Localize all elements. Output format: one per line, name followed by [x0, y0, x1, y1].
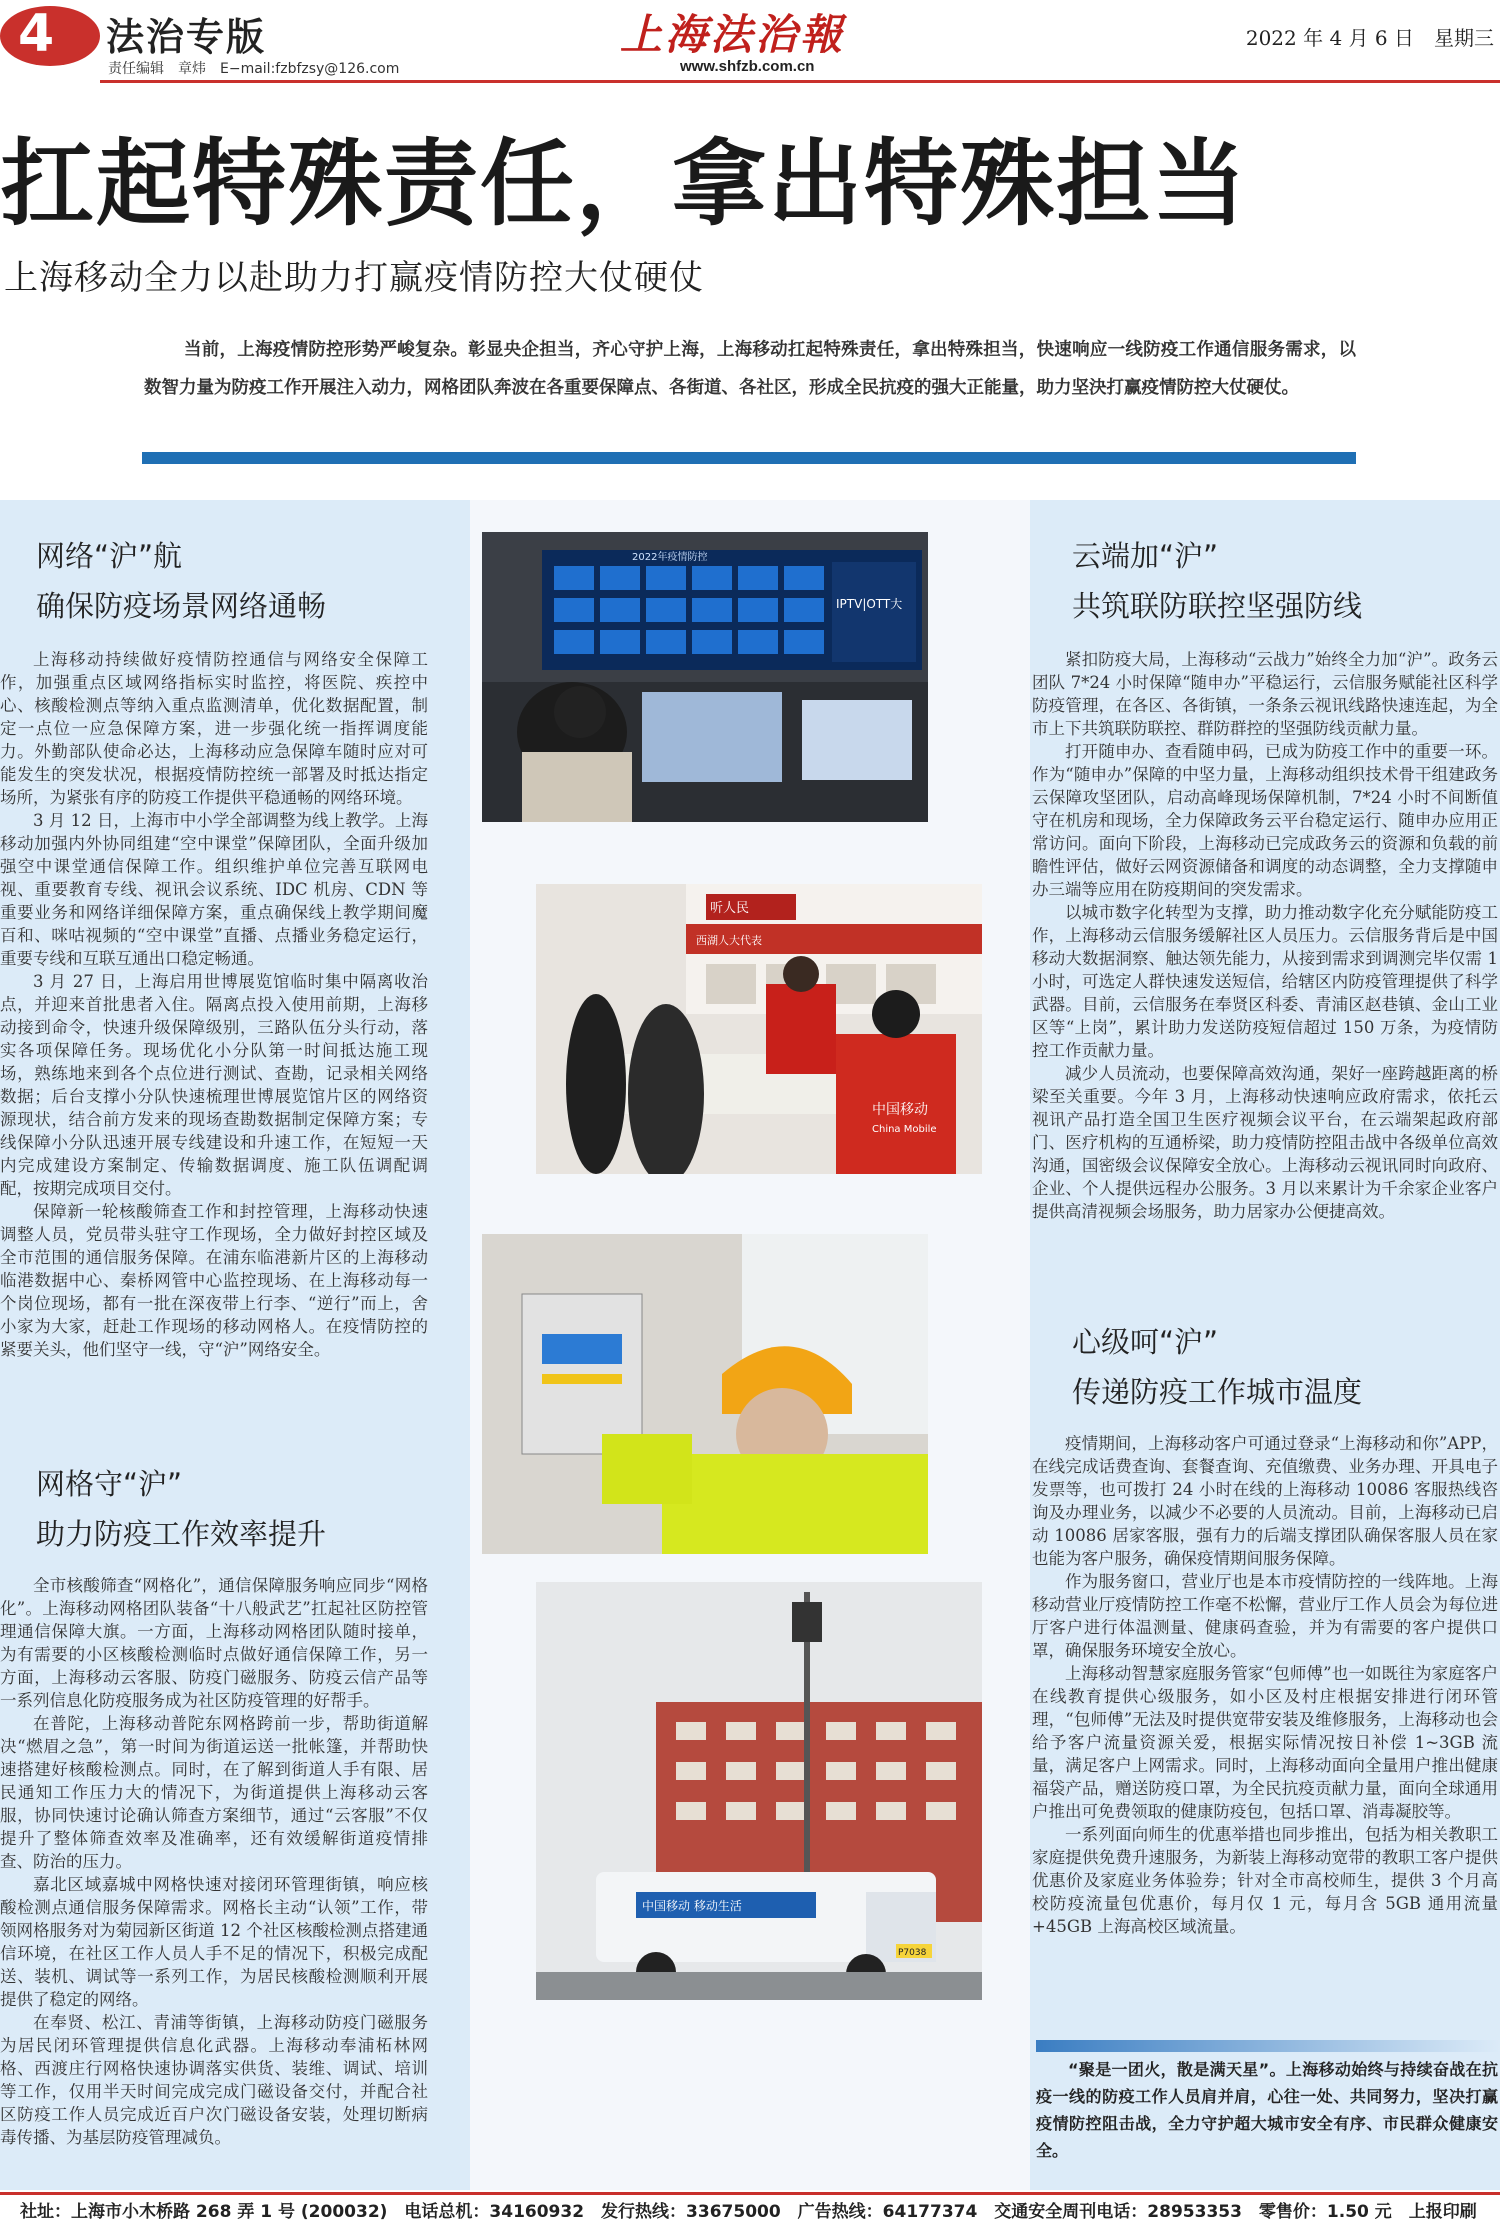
- quote-divider: [1036, 2040, 1500, 2052]
- section-1-subtitle: 确保防疫场景网络通畅: [36, 589, 327, 623]
- section-4-subtitle: 传递防疫工作城市温度: [1072, 1375, 1363, 1409]
- subheadline: 上海移动全力以赴助力打赢疫情防控大仗硬仗: [4, 258, 704, 298]
- section-2-para: 在普陀，上海移动普陀东网格跨前一步，帮助街道解决“燃眉之急”，第一时间为街道运送一批帐篷，并帮助快速搭建好核酸检测点。同时，在了解到街道人手有限、居民通知工作压力大的情况下，为街道提供上海移动云客服，协同快速讨论确认筛查方案细节，通过“云客服”不仅提升了整体筛查效率及准确率，还有效缓解街道疫情排查、防治的压力。: [0, 1714, 428, 1871]
- section-3-body: [1032, 648, 1498, 1223]
- intro-divider: [142, 452, 1356, 464]
- section-3-title: 云端加“沪”: [1072, 539, 1219, 573]
- section-2-para: 全市核酸筛查“网格化”，通信保障服务响应同步“网格化”。上海移动网格团队装备“十八般武艺”扛起社区防控管理通信保障大旗。一方面，上海移动网格团队随时接单，为有需要的小区核酸检测临时点做好通信保障工作，另一方面，上海移动云客服、防疫门磁服务、防疫云信产品等一系列信息化防疫服务成为社区防疫管理的好帮手。: [0, 1576, 428, 1710]
- section-3-para: 紧扣防疫大局，上海移动“云战力”始终全力加“沪”。政务云团队 7*24 小时保障“随申办”平稳运行，云信服务赋能社区科学防疫管理，在各区、各街镇，一条条云视讯线路快速连起，为全市上下共筑联防联控、群防群控的坚强防线贡献力量。: [1032, 650, 1498, 738]
- photo-emergency-truck: [536, 1582, 982, 2000]
- website-link[interactable]: www.shfzb.com.cn: [680, 58, 815, 75]
- vest-brand-en-label: China Mobile: [872, 1124, 937, 1135]
- section-1-para: 上海移动持续做好疫情防控通信与网络安全保障工作，加强重点区域网络指标实时监控，将医院、疾控中心、核酸检测点等纳入重点监测清单，优化数据配置，制定一点位一应急保障方案，进一步强化统一指挥调度能力。外勤部队使命必达，上海移动应急保障车随时应对可能发生的突发状况，根据疫情防控统一部署及时抵达指定场所，为紧张有序的防疫工作提供平稳通畅的网络环境。: [0, 650, 428, 807]
- board-mid-label: 西湖人大代表: [696, 934, 762, 947]
- truck-illustration: [536, 1582, 982, 2000]
- header-rule: [100, 80, 1500, 83]
- section-4-para: 上海移动智慧家庭服务管家“包师傅”也一如既往为家庭客户在线教育提供心级服务，如小区及村庄根据安排进行闭环管理，“包师傅”无法及时提供宽带安装及维修服务，上海移动也会给予客户流量资源关爱，根据实际情况按日补偿 1~3GB 流量，满足客户上网需求。同时，上海移动面向全量用户推出健康福袋产品，赠送防疫口罩，为全民抗疫贡献力量，面向全球通用户推出可免费领取的健康防疫包，包括口罩、消毒凝胶等。: [1032, 1664, 1498, 1821]
- section-4-para: 疫情期间，上海移动客户可通过登录“上海移动和你”APP，在线完成话费查询、套餐查询、充值缴费、业务办理、开具电子发票等，也可拨打 24 小时在线的上海移动 10086 客服热线咨询及办理业务，以减少不必要的人员流动。目前，上海移动已启动 10086 居家客服，强有力的后端支撑团队确保客服人员在家也能为客户服务，确保疫情期间服务保障。: [1032, 1434, 1498, 1568]
- truck-plate-label: P7038: [898, 1948, 927, 1958]
- headline: 扛起特殊责任，拿出特殊担当: [0, 130, 1249, 239]
- section-2-title: 网格守“沪”: [36, 1467, 183, 1501]
- section-2-body: [0, 1574, 428, 2149]
- photo-engineer: [482, 1234, 928, 1554]
- photo-command-center: [482, 532, 928, 822]
- iptv-screen-label: IPTV|OTT大: [836, 597, 903, 611]
- section-3-para: 减少人员流动，也要保障高效沟通，架好一座跨越距离的桥梁至关重要。今年 3 月，上海移动快速响应政府需求，依托云视讯产品打造全国卫生医疗视频会议平台，在云端架起政府部门、医疗机构的互通桥梁，助力疫情防控阻击战中各级单位高效沟通，国密级会议保障安全放心。上海移动云视讯同时向政府、企业、个人提供远程办公服务。3 月以来累计为千余家企业客户提供高清视频会场服务，助力居家办公便捷高效。: [1032, 1064, 1498, 1221]
- section-3-para: 以城市数字化转型为支撑，助力推动数字化充分赋能防疫工作，上海移动云信服务缓解社区人员压力。云信服务背后是中国移动大数据洞察、触达领先能力，从接到需求到调测完毕仅需 1 小时，可选定人群快速发送短信，给辖区内防疫管理提供了科学武器。目前，云信服务在奉贤区科委、青浦区赵巷镇、金山工业区等“上岗”，累计助力发送防疫短信超过 150 万条，为疫情防控工作贡献力量。: [1032, 903, 1498, 1060]
- section-4-title: 心级呵“沪”: [1072, 1325, 1219, 1359]
- command-center-illustration: [482, 532, 928, 822]
- volunteers-illustration: [536, 884, 982, 1174]
- section-2-para: 在奉贤、松江、青浦等街镇，上海移动防疫门磁服务为居民闭环管理提供信息化武器。上海移动奉浦柘林网格、西渡庄行网格快速协调落实供货、装维、调试、培训等工作，仅用半天时间完成完成门磁设备交付，并配合社区防疫工作人员完成近百户次门磁设备安装，处理切断病毒传播、为基层防疫管理减负。: [0, 2013, 428, 2147]
- section-1-para: 3 月 12 日，上海市中小学全部调整为线上教学。上海移动加强内外协同组建“空中课堂”保障团队，全面升级加强空中课堂通信保障工作。组织维护单位完善互联网电视、重要教育专线、视讯会议系统、IDC 机房、CDN 等重要业务和网络详细保障方案，重点确保线上教学期间魔百和、咪咕视频的“空中课堂”直播、点播业务稳定运行，重要专线和互联互通出口稳定畅通。: [0, 811, 428, 968]
- section-4-para: 一系列面向师生的优惠举措也同步推出，包括为相关教职工家庭提供免费升速服务，为新装上海移动宽带的教职工客户提供优惠价及家庭业务体验券；针对全市高校师生，提供 3 个月高校防疫流量包优惠价，每月仅 1 元，每月含 5GB 通用流量 +45GB 上海高校区域流量。: [1032, 1825, 1498, 1936]
- page-number: 4: [18, 4, 55, 64]
- section-4-para: 作为服务窗口，营业厅也是本市疫情防控的一线阵地。上海移动营业厅疫情防控工作毫不松懈，营业厅工作人员会为每位进厅客户进行体温测量、健康码查验，并为有需要的客户提供口罩，确保服务环境安全放心。: [1032, 1572, 1498, 1660]
- photo-volunteers: [536, 884, 982, 1174]
- footer-info: 社址：上海市小木桥路 268 弄 1 号 (200032) 电话总机：34160932 发行热线：33675000 广告热线：64177374 交通安全周刊电话：28953353 零售价：1.50 元 上报印刷: [0, 2192, 1500, 2228]
- section-1-body: [0, 648, 428, 1361]
- section-title: 法治专版: [106, 15, 267, 59]
- vest-brand-label: 中国移动: [872, 1102, 928, 1118]
- board-top-label: 听人民: [710, 901, 750, 916]
- newspaper-logo: 上海法治報: [620, 10, 846, 59]
- section-1-title: 网络“沪”航: [36, 539, 183, 573]
- section-2-para: 嘉北区域嘉城中网格快速对接闭环管理街镇，响应核酸检测点通信服务保障需求。网格长主动“认领”工作，带领网格服务对为菊园新区街道 12 个社区核酸检测点搭建通信环境，在社区工作人员人手不足的情况下，积极完成配送、装机、调试等一系列工作，为居民核酸检测顺利开展提供了稳定的网络。: [0, 1875, 428, 2009]
- truck-side-label: 中国移动 移动生活: [642, 1899, 742, 1913]
- editor-line: 责任编辑 章炜 E−mail:fzbfzsy@126.com: [108, 61, 400, 77]
- engineer-illustration: [482, 1234, 928, 1554]
- section-2-subtitle: 助力防疫工作效率提升: [36, 1517, 327, 1551]
- section-3-para: 打开随申办、查看随申码，已成为防疫工作中的重要一环。作为“随申办”保障的中坚力量，上海移动组织技术骨干组建政务云保障攻坚团队，启动高峰现场保障机制，7*24 小时不间断值守在机房和现场，全力保障政务云平台稳定运行、随申办应用正常访问。面向下阶段，上海移动已完成政务云的资源和负载的前瞻性评估，做好云网资源储备和调度的动态调整，全力支撑随申办三端等应用在防疫期间的突发需求。: [1032, 742, 1498, 899]
- section-3-subtitle: 共筑联防联控坚强防线: [1072, 589, 1363, 623]
- section-1-para: 3 月 27 日，上海启用世博展览馆临时集中隔离收治点，并迎来首批患者入住。隔离点投入使用前期，上海移动接到命令，快速升级保障级别，三路队伍分头行动，落实各项保障任务。现场优化小分队第一时间抵达施工现场，熟练地来到各个点位进行测试、查勘，记录相关网络数据；后台支撑小分队快速梳理世博展览馆片区的网络资源现状，结合前方发来的现场查勘数据制定保障方案；专线保障小分队迅速开展专线建设和升速工作，在短短一天内完成建设方案制定、传输数据调度、施工队伍调配调配，按期完成项目交付。: [0, 972, 428, 1198]
- intro-paragraph: 当前，上海疫情防控形势严峻复杂。彰显央企担当，齐心守护上海，上海移动扛起特殊责任，拿出特殊担当，快速响应一线防疫工作通信服务需求，以数智力量为防疫工作开展注入动力，网格团队奔波在各重要保障点、各街道、各社区，形成全民抗疫的强大正能量，助力坚決打赢疫情防控大仗硬仗。: [144, 340, 1356, 398]
- issue-date: 2022 年 4 月 6 日 星期三: [1245, 26, 1494, 50]
- section-4-body: [1032, 1432, 1498, 1938]
- screen-title-label: 2022年疫情防控: [632, 552, 708, 563]
- closing-quote: “聚是一团火，散是满天星”。上海移动始终与持续奋战在抗疫一线的防疫工作人员肩并肩，心往一处、共同努力，坚决打赢疫情防控阻击战，全力守护超大城市安全有序、市民群众健康安全。: [1036, 2060, 1498, 2160]
- section-1-para: 保障新一轮核酸筛查工作和封控管理，上海移动快速调整人员，党员带头驻守工作现场，全力做好封控区域及全市范围的通信服务保障。在浦东临港新片区的上海移动临港数据中心、秦桥网管中心监控现场、在上海移动每一个岗位现场，都有一批在深夜带上行李、“逆行”而上，舍小家为大家，赶赴工作现场的移动网格人。在疫情防控的紧要关头，他们坚守一线，守“沪”网络安全。: [0, 1202, 428, 1359]
